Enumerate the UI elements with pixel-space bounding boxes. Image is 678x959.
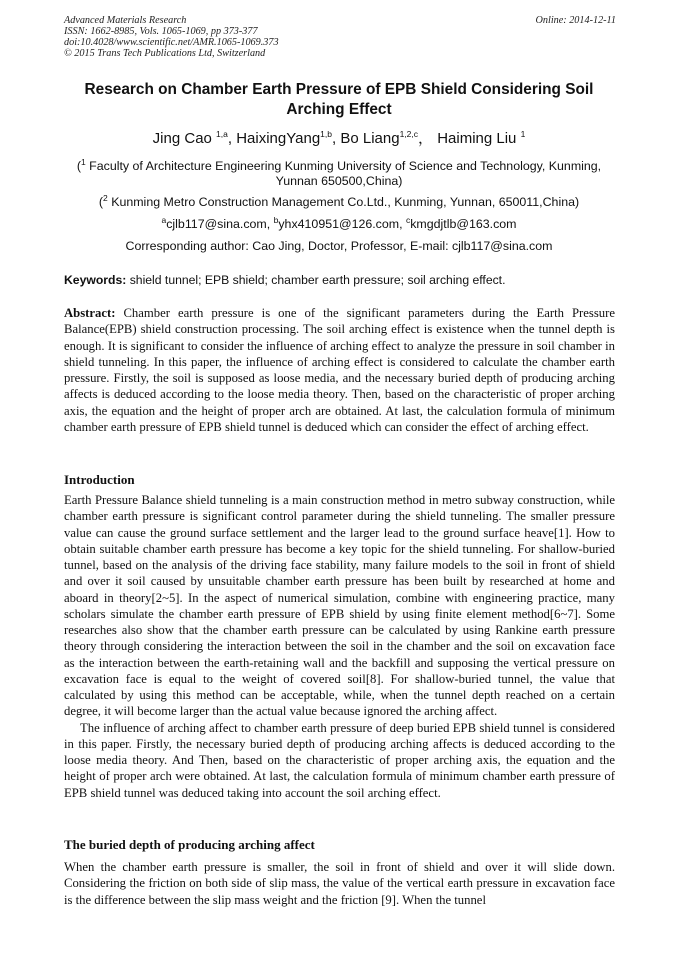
keywords: [64, 273, 616, 288]
author-sup: 1: [520, 129, 526, 139]
abstract: [64, 305, 615, 435]
affiliation-text: Faculty of Architecture Engineering Kunming University of Science and Technology, Kunming, Yunnan 650500,China): [85, 159, 602, 188]
paper-title: Research on Chamber Earth Pressure of EPB Shield Considering Soil Arching Effect: [84, 81, 594, 118]
section-body-buried-depth: [64, 859, 615, 908]
copyright-line: © 2015 Trans Tech Publications Ltd, Switzerland: [64, 48, 266, 59]
author-name: Jing Cao: [152, 130, 212, 147]
author-separator: ,: [332, 130, 341, 147]
paragraph: Earth Pressure Balance shield tunneling is a main construction method in metro subway construction, while chamber earth pressure is significant control parameter during the shield tunneling. The smaller pressure value can cause the ground surface settlement and the larger lead to the ground surface heave[1]. How to obtain suitable chamber earth pressure has become a key topic for the shield tunneling. For shallow-buried tunnel, based on the analysis of the driving face stability, many failure models to the soil in front of shield and over it soil caused by unsuitable chamber earth pressure has been built by researched at home and aboard in theory[2~5]. In the aspect of numerical simulation, combine with engineering practice, many scholars simulate the chamber earth pressure of EPB shield by using finite element method[6~7]. Some researches also show that the chamber earth pressure can be calculated by using Rankine earth pressure theory through considering the interaction between the soil in the chamber and the soil on excavation face as the interaction between the earth-retaining wall and the backfill and supposing the vertical pressure on excavation face is equal to the weight of covered soil[8]. For shallow-buried tunnel, the value that calculated by using this method can be acceptable, while, when the tunnel depth reached on a certain degree, it will become larger than the actual value because ignored the arching affect.: [64, 493, 615, 719]
email-address: cjlb117@sina.com,: [166, 217, 274, 231]
section-heading-introduction: Introduction: [64, 472, 135, 487]
keywords-label: Keywords:: [64, 273, 127, 287]
introduction-body: [64, 492, 615, 801]
author-name: Haiming Liu: [437, 130, 517, 147]
affiliation-1: [64, 156, 614, 189]
doi-line: doi:10.4028/www.scientific.net/AMR.1065-1069.373: [64, 37, 279, 48]
affiliation-text: Kunming Metro Construction Management Co.Ltd., Kunming, Yunnan, 650011,China): [107, 195, 580, 209]
author-name: Bo Liang: [340, 130, 400, 147]
affiliation-sup: 1: [80, 156, 86, 167]
journal-header: [64, 15, 616, 59]
email-sup: b: [273, 214, 279, 225]
author-separator: ，: [418, 130, 434, 147]
paragraph: The influence of arching affect to chamber earth pressure of deep buried EPB shield tunnel is considered in this paper. Firstly, the necessary buried depth of producing arching affects is deduced according to the loose media theory. And Then, based on the characteristic of proper arching axis, the equation and the height of proper arch were obtained. At last, the calculation formula of minimum chamber earth pressure of EPB shield tunnel was deduced taking into account the soil arching effect.: [64, 720, 615, 800]
email-sup: a: [161, 214, 167, 225]
affiliation-paren: (: [98, 195, 104, 209]
corresponding-author: Corresponding author: Cao Jing, Doctor, Professor, E-mail: cjlb117@sina.com: [125, 239, 553, 253]
author-sup: 1,2,c: [399, 129, 418, 139]
affiliation-sup: 2: [103, 192, 108, 203]
author-sup: 1,a: [216, 129, 228, 139]
affiliation-2: [64, 192, 614, 210]
email-sup: c: [405, 214, 411, 225]
email-address: kmgdjtlb@163.com: [410, 217, 517, 231]
email-line: [64, 214, 614, 232]
section-heading-buried-depth: The buried depth of producing arching affect: [64, 837, 315, 852]
abstract-text: Chamber earth pressure is one of the significant parameters during the Earth Pressure Balance(EPB) shield construction processing. The soil arching effect is existence when the tunnel depth is enough. It is significant to consider the influence of arching effect to analyze the pressure in soil chamber in shield tunneling. In this paper, the influence of arching effect is considered to calculate the chamber earth pressure. Firstly, the soil is supposed as loose media, and the necessary buried depth of producing arching affects is deduced according to the loose media theory. Then, based on the characteristic of proper arching axis, the equation and the height of proper arch are obtained. At last, the calculation formula of minimum chamber earth pressure of EPB shield tunnel is deduced which can consider the effect of arching effect.: [64, 306, 615, 434]
email-address: yhx410951@126.com,: [278, 217, 406, 231]
journal-name: Advanced Materials Research: [64, 15, 187, 26]
author-name: HaixingYang: [236, 130, 321, 147]
author-separator: ,: [227, 130, 237, 147]
affiliation-paren: (: [76, 159, 81, 173]
abstract-label: Abstract:: [64, 306, 116, 320]
online-date: Online: 2014-12-11: [535, 15, 616, 26]
issn-line: ISSN: 1662-8985, Vols. 1065-1069, pp 373-377: [64, 26, 258, 37]
keywords-text: shield tunnel; EPB shield; chamber earth pressure; soil arching effect.: [126, 273, 506, 287]
author-list: [64, 130, 614, 148]
paragraph: When the chamber earth pressure is smaller, the soil in front of shield and over it will slide down. Considering the friction on both side of slip mass, the value of the vertical earth pressure in excavation face is the difference between the slip mass weight and the friction [9]. When the tunnel: [64, 860, 615, 907]
author-sup: 1,b: [320, 129, 332, 139]
